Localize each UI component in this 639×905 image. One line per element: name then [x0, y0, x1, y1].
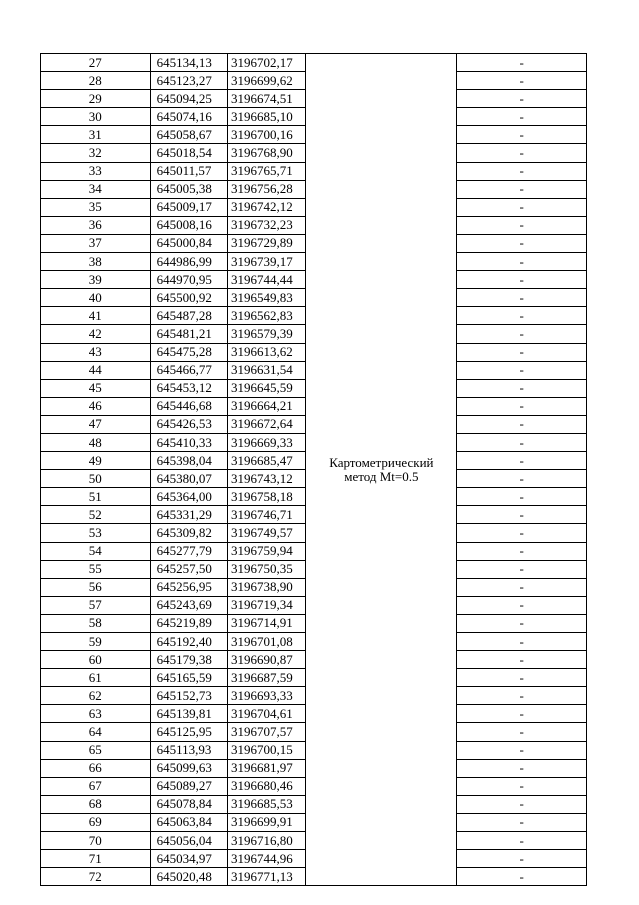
x-coordinate-cell: 645094,25: [150, 90, 227, 108]
y-coordinate-cell: 3196690,87: [228, 651, 306, 669]
point-number-cell: 34: [41, 180, 151, 198]
y-coordinate-cell: 3196699,62: [228, 72, 306, 90]
accuracy-cell: -: [457, 832, 587, 850]
y-coordinate-cell: 3196765,71: [228, 162, 306, 180]
accuracy-cell: -: [457, 759, 587, 777]
method-label-line2: метод Mt=0.5: [344, 468, 419, 484]
accuracy-cell: -: [457, 325, 587, 343]
y-coordinate-cell: 3196613,62: [228, 343, 306, 361]
x-coordinate-cell: 645139,81: [150, 705, 227, 723]
accuracy-cell: -: [457, 633, 587, 651]
point-number-cell: 27: [41, 54, 151, 72]
y-coordinate-cell: 3196732,23: [228, 216, 306, 234]
x-coordinate-cell: 645446,68: [150, 397, 227, 415]
y-coordinate-cell: 3196759,94: [228, 542, 306, 560]
accuracy-cell: -: [457, 524, 587, 542]
point-number-cell: 62: [41, 687, 151, 705]
accuracy-cell: -: [457, 506, 587, 524]
point-number-cell: 66: [41, 759, 151, 777]
point-number-cell: 52: [41, 506, 151, 524]
y-coordinate-cell: 3196729,89: [228, 234, 306, 252]
y-coordinate-cell: 3196743,12: [228, 470, 306, 488]
accuracy-cell: -: [457, 253, 587, 271]
point-number-cell: 28: [41, 72, 151, 90]
accuracy-cell: -: [457, 470, 587, 488]
x-coordinate-cell: 645008,16: [150, 216, 227, 234]
x-coordinate-cell: 645380,07: [150, 470, 227, 488]
x-coordinate-cell: 645309,82: [150, 524, 227, 542]
accuracy-cell: -: [457, 415, 587, 433]
point-number-cell: 47: [41, 415, 151, 433]
y-coordinate-cell: 3196685,47: [228, 452, 306, 470]
y-coordinate-cell: 3196685,53: [228, 795, 306, 813]
x-coordinate-cell: 645487,28: [150, 307, 227, 325]
x-coordinate-cell: 645466,77: [150, 361, 227, 379]
x-coordinate-cell: 645009,17: [150, 198, 227, 216]
x-coordinate-cell: 645018,54: [150, 144, 227, 162]
point-number-cell: 42: [41, 325, 151, 343]
y-coordinate-cell: 3196700,16: [228, 126, 306, 144]
x-coordinate-cell: 645179,38: [150, 651, 227, 669]
point-number-cell: 37: [41, 234, 151, 252]
x-coordinate-cell: 645426,53: [150, 415, 227, 433]
x-coordinate-cell: 645364,00: [150, 488, 227, 506]
point-number-cell: 57: [41, 596, 151, 614]
point-number-cell: 30: [41, 108, 151, 126]
x-coordinate-cell: 645123,27: [150, 72, 227, 90]
y-coordinate-cell: 3196687,59: [228, 669, 306, 687]
accuracy-cell: -: [457, 741, 587, 759]
accuracy-cell: -: [457, 397, 587, 415]
accuracy-cell: -: [457, 126, 587, 144]
x-coordinate-cell: 645475,28: [150, 343, 227, 361]
y-coordinate-cell: 3196756,28: [228, 180, 306, 198]
accuracy-cell: -: [457, 777, 587, 795]
accuracy-cell: -: [457, 669, 587, 687]
y-coordinate-cell: 3196685,10: [228, 108, 306, 126]
x-coordinate-cell: 644986,99: [150, 253, 227, 271]
y-coordinate-cell: 3196739,17: [228, 253, 306, 271]
accuracy-cell: -: [457, 198, 587, 216]
x-coordinate-cell: 645034,97: [150, 850, 227, 868]
x-coordinate-cell: 645256,95: [150, 578, 227, 596]
y-coordinate-cell: 3196693,33: [228, 687, 306, 705]
accuracy-cell: -: [457, 271, 587, 289]
point-number-cell: 50: [41, 470, 151, 488]
method-cell: [306, 54, 457, 886]
point-number-cell: 51: [41, 488, 151, 506]
x-coordinate-cell: 645011,57: [150, 162, 227, 180]
x-coordinate-cell: 645331,29: [150, 506, 227, 524]
accuracy-cell: -: [457, 850, 587, 868]
point-number-cell: 70: [41, 832, 151, 850]
point-number-cell: 58: [41, 614, 151, 632]
x-coordinate-cell: 645078,84: [150, 795, 227, 813]
x-coordinate-cell: 644970,95: [150, 271, 227, 289]
x-coordinate-cell: 645453,12: [150, 379, 227, 397]
x-coordinate-cell: 645398,04: [150, 452, 227, 470]
y-coordinate-cell: 3196579,39: [228, 325, 306, 343]
x-coordinate-cell: 645192,40: [150, 633, 227, 651]
y-coordinate-cell: 3196742,12: [228, 198, 306, 216]
point-number-cell: 54: [41, 542, 151, 560]
accuracy-cell: -: [457, 162, 587, 180]
y-coordinate-cell: 3196707,57: [228, 723, 306, 741]
method-label-line1: Картометрический: [329, 454, 434, 470]
x-coordinate-cell: 645005,38: [150, 180, 227, 198]
accuracy-cell: -: [457, 90, 587, 108]
accuracy-cell: -: [457, 180, 587, 198]
y-coordinate-cell: 3196631,54: [228, 361, 306, 379]
y-coordinate-cell: 3196716,80: [228, 832, 306, 850]
y-coordinate-cell: 3196744,44: [228, 271, 306, 289]
y-coordinate-cell: 3196549,83: [228, 289, 306, 307]
y-coordinate-cell: 3196700,15: [228, 741, 306, 759]
coordinates-table-body: [41, 54, 587, 886]
x-coordinate-cell: 645277,79: [150, 542, 227, 560]
accuracy-cell: -: [457, 687, 587, 705]
y-coordinate-cell: 3196664,21: [228, 397, 306, 415]
accuracy-cell: -: [457, 614, 587, 632]
x-coordinate-cell: 645089,27: [150, 777, 227, 795]
x-coordinate-cell: 645152,73: [150, 687, 227, 705]
y-coordinate-cell: 3196744,96: [228, 850, 306, 868]
x-coordinate-cell: 645099,63: [150, 759, 227, 777]
x-coordinate-cell: 645134,13: [150, 54, 227, 72]
point-number-cell: 65: [41, 741, 151, 759]
accuracy-cell: -: [457, 560, 587, 578]
y-coordinate-cell: 3196714,91: [228, 614, 306, 632]
x-coordinate-cell: 645500,92: [150, 289, 227, 307]
accuracy-cell: -: [457, 54, 587, 72]
point-number-cell: 48: [41, 433, 151, 451]
accuracy-cell: -: [457, 289, 587, 307]
accuracy-cell: -: [457, 361, 587, 379]
x-coordinate-cell: 645243,69: [150, 596, 227, 614]
x-coordinate-cell: 645165,59: [150, 669, 227, 687]
accuracy-cell: -: [457, 723, 587, 741]
point-number-cell: 31: [41, 126, 151, 144]
point-number-cell: 67: [41, 777, 151, 795]
y-coordinate-cell: 3196699,91: [228, 813, 306, 831]
accuracy-cell: -: [457, 234, 587, 252]
accuracy-cell: -: [457, 813, 587, 831]
y-coordinate-cell: 3196645,59: [228, 379, 306, 397]
y-coordinate-cell: 3196758,18: [228, 488, 306, 506]
point-number-cell: 40: [41, 289, 151, 307]
accuracy-cell: -: [457, 596, 587, 614]
x-coordinate-cell: 645056,04: [150, 832, 227, 850]
accuracy-cell: -: [457, 542, 587, 560]
y-coordinate-cell: 3196738,90: [228, 578, 306, 596]
point-number-cell: 32: [41, 144, 151, 162]
y-coordinate-cell: 3196750,35: [228, 560, 306, 578]
point-number-cell: 39: [41, 271, 151, 289]
y-coordinate-cell: 3196701,08: [228, 633, 306, 651]
point-number-cell: 60: [41, 651, 151, 669]
accuracy-cell: -: [457, 108, 587, 126]
y-coordinate-cell: 3196702,17: [228, 54, 306, 72]
y-coordinate-cell: 3196672,64: [228, 415, 306, 433]
point-number-cell: 46: [41, 397, 151, 415]
accuracy-cell: -: [457, 379, 587, 397]
accuracy-cell: -: [457, 343, 587, 361]
accuracy-cell: -: [457, 488, 587, 506]
accuracy-cell: -: [457, 433, 587, 451]
x-coordinate-cell: 645410,33: [150, 433, 227, 451]
x-coordinate-cell: 645481,21: [150, 325, 227, 343]
accuracy-cell: -: [457, 651, 587, 669]
table-row: [41, 54, 587, 72]
point-number-cell: 56: [41, 578, 151, 596]
point-number-cell: 38: [41, 253, 151, 271]
x-coordinate-cell: 645125,95: [150, 723, 227, 741]
x-coordinate-cell: 645219,89: [150, 614, 227, 632]
point-number-cell: 43: [41, 343, 151, 361]
x-coordinate-cell: 645063,84: [150, 813, 227, 831]
y-coordinate-cell: 3196562,83: [228, 307, 306, 325]
point-number-cell: 59: [41, 633, 151, 651]
y-coordinate-cell: 3196669,33: [228, 433, 306, 451]
point-number-cell: 36: [41, 216, 151, 234]
accuracy-cell: -: [457, 795, 587, 813]
point-number-cell: 64: [41, 723, 151, 741]
point-number-cell: 35: [41, 198, 151, 216]
accuracy-cell: -: [457, 144, 587, 162]
point-number-cell: 49: [41, 452, 151, 470]
y-coordinate-cell: 3196674,51: [228, 90, 306, 108]
point-number-cell: 68: [41, 795, 151, 813]
y-coordinate-cell: 3196704,61: [228, 705, 306, 723]
point-number-cell: 71: [41, 850, 151, 868]
y-coordinate-cell: 3196680,46: [228, 777, 306, 795]
point-number-cell: 53: [41, 524, 151, 542]
x-coordinate-cell: 645000,84: [150, 234, 227, 252]
point-number-cell: 33: [41, 162, 151, 180]
x-coordinate-cell: 645020,48: [150, 868, 227, 886]
x-coordinate-cell: 645257,50: [150, 560, 227, 578]
y-coordinate-cell: 3196719,34: [228, 596, 306, 614]
x-coordinate-cell: 645074,16: [150, 108, 227, 126]
y-coordinate-cell: 3196771,13: [228, 868, 306, 886]
accuracy-cell: -: [457, 578, 587, 596]
point-number-cell: 45: [41, 379, 151, 397]
accuracy-cell: -: [457, 452, 587, 470]
y-coordinate-cell: 3196768,90: [228, 144, 306, 162]
point-number-cell: 61: [41, 669, 151, 687]
x-coordinate-cell: 645113,93: [150, 741, 227, 759]
point-number-cell: 44: [41, 361, 151, 379]
point-number-cell: 72: [41, 868, 151, 886]
x-coordinate-cell: 645058,67: [150, 126, 227, 144]
accuracy-cell: -: [457, 307, 587, 325]
point-number-cell: 69: [41, 813, 151, 831]
point-number-cell: 29: [41, 90, 151, 108]
coordinates-table: [40, 53, 587, 886]
y-coordinate-cell: 3196746,71: [228, 506, 306, 524]
point-number-cell: 63: [41, 705, 151, 723]
point-number-cell: 41: [41, 307, 151, 325]
point-number-cell: 55: [41, 560, 151, 578]
accuracy-cell: -: [457, 216, 587, 234]
y-coordinate-cell: 3196749,57: [228, 524, 306, 542]
accuracy-cell: -: [457, 868, 587, 886]
y-coordinate-cell: 3196681,97: [228, 759, 306, 777]
accuracy-cell: -: [457, 705, 587, 723]
accuracy-cell: -: [457, 72, 587, 90]
